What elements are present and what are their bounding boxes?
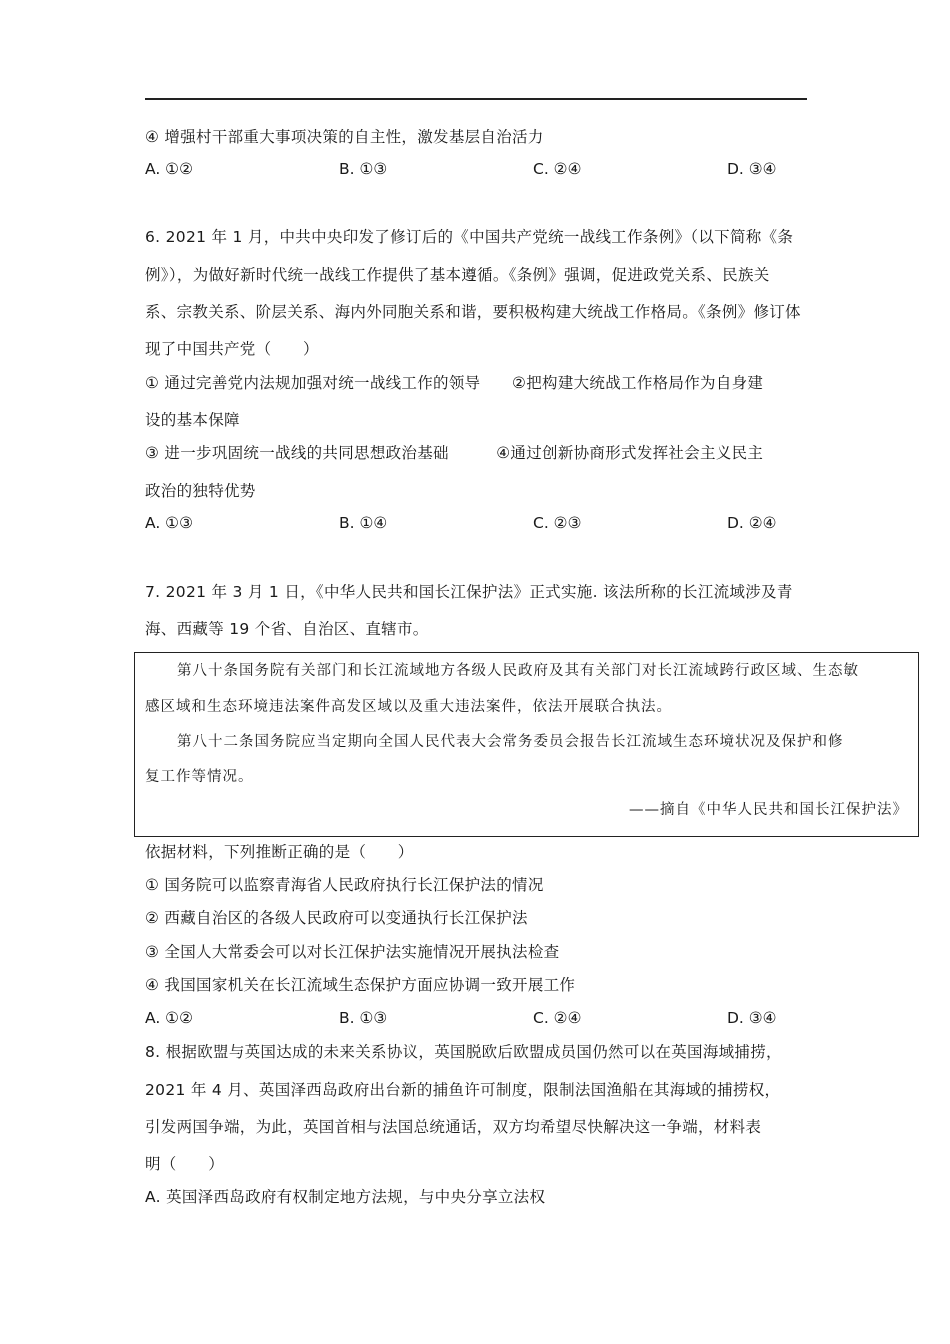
law-excerpt-source: ——摘自《中华人民共和国长江保护法》 (629, 802, 908, 818)
header-rule (145, 98, 807, 100)
q6-option-c[interactable]: C. ②③ (533, 514, 582, 532)
q7-item: ① 国务院可以监察青海省人民政府执行长江保护法的情况 (145, 876, 544, 894)
q6-option-d[interactable]: D. ②④ (727, 514, 777, 532)
q5-option-c[interactable]: C. ②④ (533, 160, 582, 178)
q6-items-line: ① 通过完善党内法规加强对统一战线工作的领导 ②把构建大统战工作格局作为自身建 (145, 374, 764, 392)
law-excerpt-line: 第八十条国务院有关部门和长江流域地方各级人民政府及其有关部门对长江流域跨行政区域、生态敏 (177, 663, 859, 679)
q8-stem-line: 2021 年 4 月、英国泽西岛政府出台新的捕鱼许可制度，限制法国渔船在其海域的捕捞权， (145, 1081, 781, 1099)
law-excerpt-line: 感区域和生态环境违法案件高发区域以及重大违法案件，依法开展联合执法。 (145, 699, 672, 715)
q5-option-b[interactable]: B. ①③ (339, 160, 388, 178)
q7-item: ③ 全国人大常委会可以对长江保护法实施情况开展执法检查 (145, 943, 560, 961)
q6-items-line: 政治的独特优势 (145, 482, 256, 500)
q7-question: 依据材料，下列推断正确的是（ ） (145, 843, 414, 861)
law-excerpt-line: 复工作等情况。 (145, 769, 254, 785)
q8-option-a[interactable]: A. 英国泽西岛政府有权制定地方法规，与中央分享立法权 (145, 1188, 546, 1206)
q6-option-b[interactable]: B. ①④ (339, 514, 388, 532)
q7-option-d[interactable]: D. ③④ (727, 1009, 777, 1027)
q6-stem-line: 系、宗教关系、阶层关系、海内外同胞关系和谐，要积极构建大统战工作格局。《条例》修订体 (145, 303, 801, 321)
q6-items-line: 设的基本保障 (145, 411, 240, 429)
q5-option-a[interactable]: A. ①② (145, 160, 193, 178)
q7-item: ② 西藏自治区的各级人民政府可以变通执行长江保护法 (145, 909, 528, 927)
law-excerpt-box (134, 652, 919, 837)
q5-option-d[interactable]: D. ③④ (727, 160, 777, 178)
q7-stem-line: 海、西藏等 19 个省、自治区、直辖市。 (145, 620, 429, 638)
law-excerpt-line: 第八十二条国务院应当定期向全国人民代表大会常务委员会报告长江流域生态环境状况及保护和修 (177, 734, 844, 750)
q7-option-b[interactable]: B. ①③ (339, 1009, 388, 1027)
q6-option-a[interactable]: A. ①③ (145, 514, 193, 532)
q7-stem-line: 7. 2021 年 3 月 1 日，《中华人民共和国长江保护法》正式实施. 该法所称的长江流域涉及青 (145, 583, 793, 601)
q6-stem-line: 例》），为做好新时代统一战线工作提供了基本遵循。《条例》强调，促进政党关系、民族关 (145, 266, 770, 284)
q8-stem-line: 8. 根据欧盟与英国达成的未来关系协议，英国脱欧后欧盟成员国仍然可以在英国海域捕捞， (145, 1043, 782, 1061)
q6-stem-line: 现了中国共产党（ ） (145, 340, 319, 358)
q8-stem-line: 引发两国争端，为此，英国首相与法国总统通话，双方均希望尽快解决这一争端，材料表 (145, 1118, 762, 1136)
q8-stem-line: 明（ ） (145, 1155, 225, 1173)
q6-stem-line: 6. 2021 年 1 月，中共中央印发了修订后的《中国共产党统一战线工作条例》（以下简称《条 (145, 228, 794, 246)
q6-items-line: ③ 进一步巩固统一战线的共同思想政治基础 ④通过创新协商形式发挥社会主义民主 (145, 444, 764, 462)
q7-item: ④ 我国国家机关在长江流域生态保护方面应协调一致开展工作 (145, 976, 576, 994)
q7-option-a[interactable]: A. ①② (145, 1009, 193, 1027)
q5-item-4: ④ 增强村干部重大事项决策的自主性，激发基层自治活力 (145, 128, 544, 146)
q7-option-c[interactable]: C. ②④ (533, 1009, 582, 1027)
